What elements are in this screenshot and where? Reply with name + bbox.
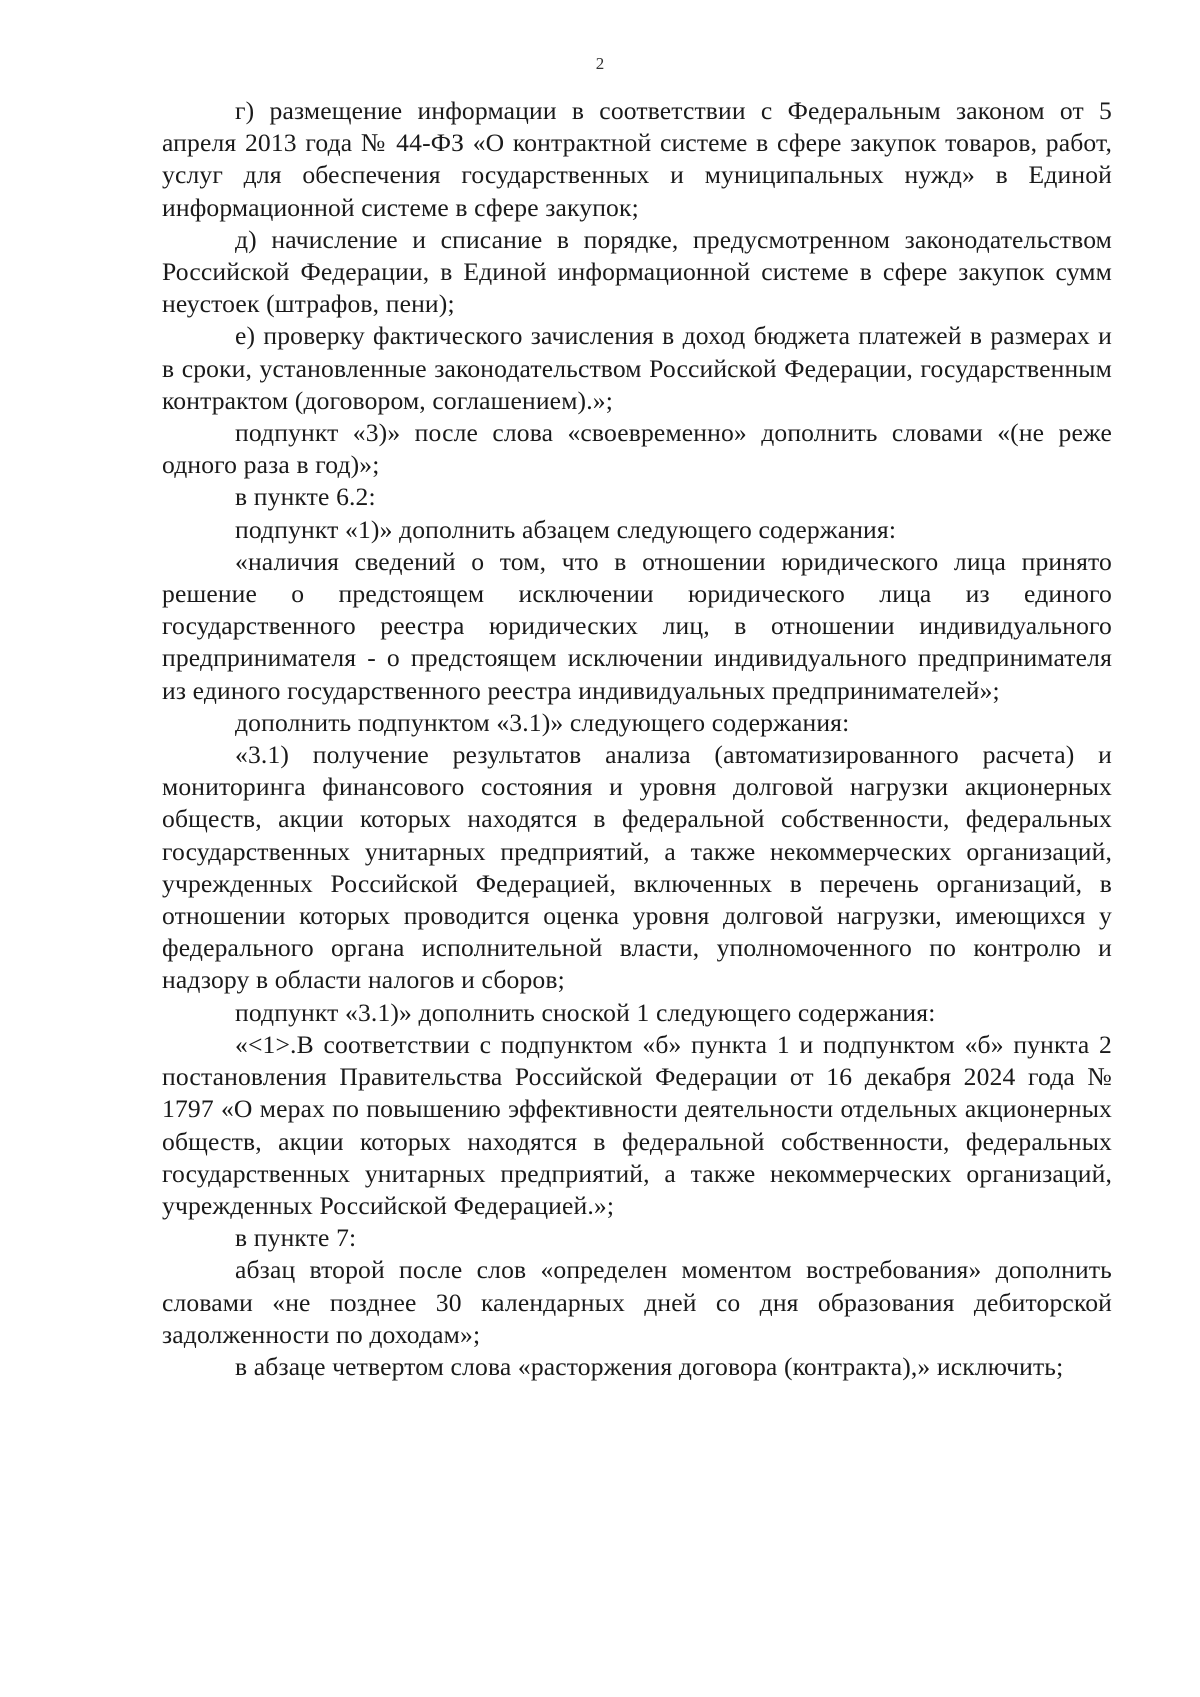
- paragraph-second-abzac: абзац второй после слов «определен моментом востребования» дополнить словами «не позднее 30 календарных дней со дня образования дебиторской задолженности по доходам»;: [162, 1255, 1112, 1349]
- paragraph-footnote-instruction: подпункт «3.1)» дополнить сноской 1 следующего содержания:: [235, 997, 936, 1027]
- paragraph-point-6-2: в пункте 6.2:: [235, 482, 376, 512]
- paragraph-fourth-abzac: в абзаце четвертом слова «расторжения договора (контракта),» исключить;: [235, 1351, 1064, 1381]
- paragraph-subpoint-1: подпункт «1)» дополнить абзацем следующего содержания:: [235, 514, 897, 544]
- paragraph-g: г) размещение информации в соответствии с Федеральным законом от 5 апреля 2013 года № 44-ФЗ «О контрактной системе в сфере закупок товаров, работ, услуг для обеспечения государственных и муниципальных нужд» в Единой информационной системе в сфере закупок;: [162, 96, 1112, 222]
- paragraph-footnote-text: «<1>.В соответствии с подпунктом «б» пункта 1 и подпунктом «б» пункта 2 постановления Правительства Российской Федерации от 16 декабря 2024 года № 1797 «О мерах по повышению эффективности деятельности отдельных акционерных обществ, акции которых находятся в федеральной собственности, федеральных государственных унитарных предприятий, а также некоммерческих организаций, учрежденных Российской Федерацией.»;: [162, 1029, 1112, 1220]
- paragraph-add-subpoint-3-1: дополнить подпунктом «3.1)» следующего содержания:: [235, 707, 850, 737]
- document-body: [162, 95, 1112, 1383]
- paragraph-quote-registry: «наличия сведений о том, что в отношении юридического лица принято решение о предстоящем исключении юридического лица из единого государственного реестра юридических лиц, в отношении индивидуального предпринимателя - о предстоящем исключении индивидуального предпринимателя из единого государственного реестра индивидуальных предпринимателей»;: [162, 546, 1112, 705]
- paragraph-d: д) начисление и списание в порядке, предусмотренном законодательством Российской Федерации, в Единой информационной системе в сфере закупок сумм неустоек (штрафов, пени);: [162, 224, 1112, 319]
- page-number: 2: [595, 54, 605, 73]
- paragraph-quote-3-1: «3.1) получение результатов анализа (автоматизированного расчета) и мониторинга финансового состояния и уровня долговой нагрузки акционерных обществ, акции которых находятся в федеральной собственности, федеральных государственных унитарных предприятий, а также некоммерческих организаций, учрежденных Российской Федерацией, включенных в перечень организаций, в отношении которых проводится оценка уровня долговой нагрузки, имеющихся у федерального органа исполнительной власти, уполномоченного по контролю и надзору в области налогов и сборов;: [162, 740, 1112, 995]
- paragraph-e: е) проверку фактического зачисления в доход бюджета платежей в размерах и в сроки, установленные законодательством Российской Федерации, государственным контрактом (договором, соглашением).»;: [162, 321, 1112, 415]
- paragraph-point-7: в пункте 7:: [235, 1223, 357, 1253]
- paragraph-subpoint-3: подпункт «3)» после слова «своевременно» дополнить словами «(не реже одного раза в год)»;: [162, 418, 1112, 480]
